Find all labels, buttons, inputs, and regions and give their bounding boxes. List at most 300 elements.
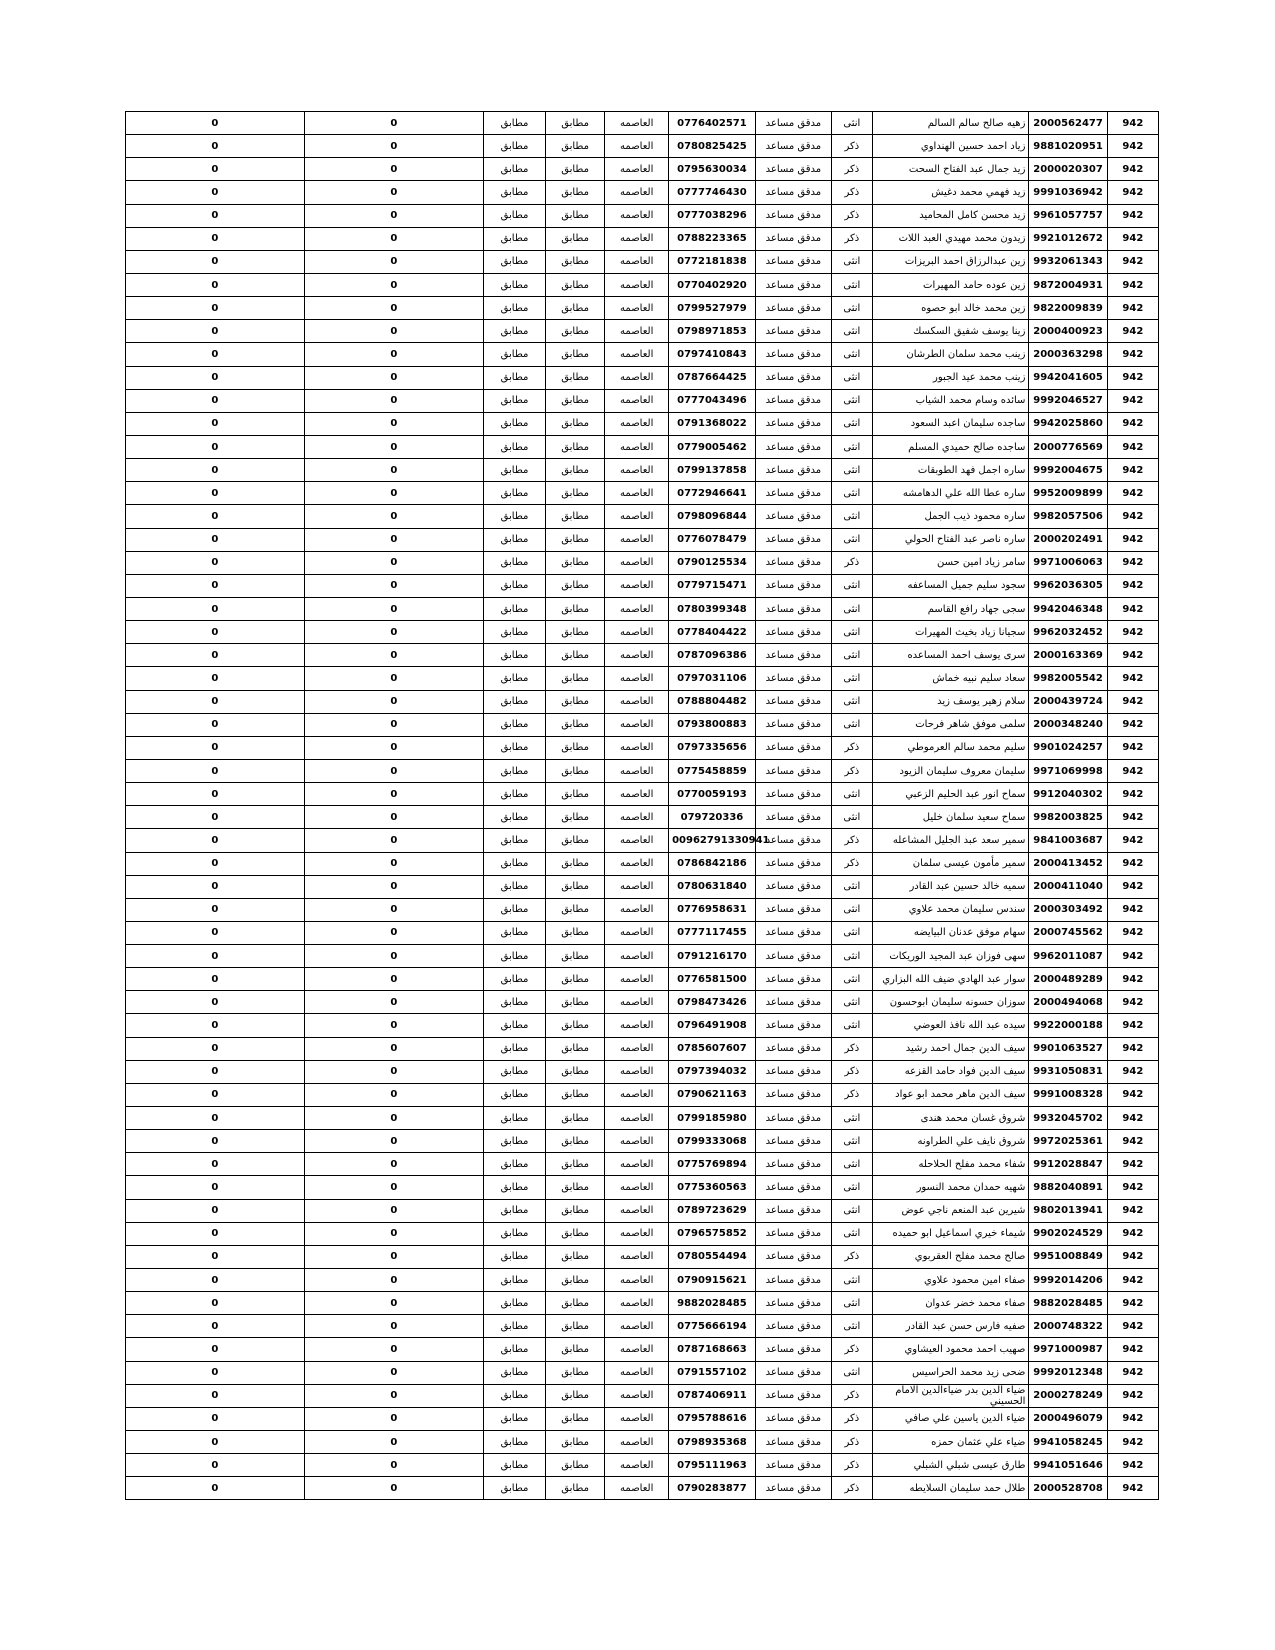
- gender-cell: انثى: [832, 389, 873, 412]
- gender-cell: انثى: [832, 1153, 873, 1176]
- gender-cell: انثى: [832, 667, 873, 690]
- gender-cell: انثى: [832, 968, 873, 991]
- name-cell: سندس سليمان محمد علاوي: [872, 898, 1029, 921]
- value-cell-1: 0: [126, 135, 305, 158]
- region-cell: العاصمه: [605, 968, 669, 991]
- name-cell: زين عوده حامد المهيرات: [872, 273, 1029, 296]
- name-cell: شيرين عبد المنعم ناجي عوض: [872, 1199, 1029, 1222]
- code-cell: 942: [1107, 135, 1158, 158]
- national-id-cell: 9941058245: [1029, 1431, 1107, 1454]
- value-cell-1: 0: [126, 1130, 305, 1153]
- region-cell: العاصمه: [605, 320, 669, 343]
- phone-cell: 0795111963: [669, 1454, 756, 1477]
- value-cell-2: 0: [304, 1199, 484, 1222]
- phone-cell: 0798971853: [669, 320, 756, 343]
- phone-cell: 0799185980: [669, 1107, 756, 1130]
- phone-cell: 0778404422: [669, 621, 756, 644]
- phone-cell: 0780631840: [669, 875, 756, 898]
- code-cell: 942: [1107, 1130, 1158, 1153]
- phone-cell: 0797410843: [669, 343, 756, 366]
- match-status-cell-2: مطابق: [545, 783, 605, 806]
- match-status-cell-2: مطابق: [545, 227, 605, 250]
- table-row: [126, 1199, 1159, 1222]
- region-cell: العاصمه: [605, 1477, 669, 1500]
- national-id-cell: 9962032452: [1029, 621, 1107, 644]
- value-cell-1: 0: [126, 1315, 305, 1338]
- job-title-cell: مدقق مساعد: [755, 1130, 831, 1153]
- region-cell: العاصمه: [605, 1338, 669, 1361]
- value-cell-2: 0: [304, 1130, 484, 1153]
- match-status-cell-1: مطابق: [484, 574, 546, 597]
- job-title-cell: مدقق مساعد: [755, 1315, 831, 1338]
- job-title-cell: مدقق مساعد: [755, 713, 831, 736]
- match-status-cell-1: مطابق: [484, 112, 546, 135]
- value-cell-1: 0: [126, 852, 305, 875]
- job-title-cell: مدقق مساعد: [755, 227, 831, 250]
- job-title-cell: مدقق مساعد: [755, 435, 831, 458]
- phone-cell: 0795788616: [669, 1407, 756, 1430]
- region-cell: العاصمه: [605, 297, 669, 320]
- national-id-cell: 2000163369: [1029, 644, 1107, 667]
- match-status-cell-1: مطابق: [484, 1407, 546, 1430]
- value-cell-1: 0: [126, 991, 305, 1014]
- phone-cell: 0777038296: [669, 204, 756, 227]
- match-status-cell-2: مطابق: [545, 389, 605, 412]
- code-cell: 942: [1107, 898, 1158, 921]
- national-id-cell: 9972025361: [1029, 1130, 1107, 1153]
- match-status-cell-2: مطابق: [545, 204, 605, 227]
- region-cell: العاصمه: [605, 389, 669, 412]
- phone-cell: 0772181838: [669, 250, 756, 273]
- gender-cell: انثى: [832, 690, 873, 713]
- table-row: [126, 736, 1159, 759]
- value-cell-2: 0: [304, 158, 484, 181]
- value-cell-2: 0: [304, 412, 484, 435]
- national-id-cell: 2000562477: [1029, 112, 1107, 135]
- national-id-cell: 2000413452: [1029, 852, 1107, 875]
- job-title-cell: مدقق مساعد: [755, 112, 831, 135]
- value-cell-2: 0: [304, 1176, 484, 1199]
- code-cell: 942: [1107, 667, 1158, 690]
- value-cell-2: 0: [304, 297, 484, 320]
- phone-cell: 0798473426: [669, 991, 756, 1014]
- match-status-cell-1: مطابق: [484, 158, 546, 181]
- value-cell-2: 0: [304, 1431, 484, 1454]
- national-id-cell: 9991008328: [1029, 1083, 1107, 1106]
- code-cell: 942: [1107, 158, 1158, 181]
- value-cell-2: 0: [304, 921, 484, 944]
- match-status-cell-2: مطابق: [545, 1060, 605, 1083]
- match-status-cell-2: مطابق: [545, 320, 605, 343]
- job-title-cell: مدقق مساعد: [755, 343, 831, 366]
- value-cell-2: 0: [304, 389, 484, 412]
- table-row: [126, 181, 1159, 204]
- name-cell: طارق عيسى شبلي الشبلي: [872, 1454, 1029, 1477]
- job-title-cell: مدقق مساعد: [755, 1245, 831, 1268]
- match-status-cell-1: مطابق: [484, 921, 546, 944]
- job-title-cell: مدقق مساعد: [755, 1384, 831, 1407]
- value-cell-1: 0: [126, 1199, 305, 1222]
- match-status-cell-2: مطابق: [545, 112, 605, 135]
- gender-cell: ذكر: [832, 1338, 873, 1361]
- phone-cell: 0777117455: [669, 921, 756, 944]
- match-status-cell-2: مطابق: [545, 1222, 605, 1245]
- match-status-cell-1: مطابق: [484, 597, 546, 620]
- value-cell-2: 0: [304, 459, 484, 482]
- region-cell: العاصمه: [605, 1407, 669, 1430]
- match-status-cell-2: مطابق: [545, 1477, 605, 1500]
- job-title-cell: مدقق مساعد: [755, 1060, 831, 1083]
- phone-cell: 0790621163: [669, 1083, 756, 1106]
- phone-cell: 0799527979: [669, 297, 756, 320]
- name-cell: سيف الدين فواد حامد القزعه: [872, 1060, 1029, 1083]
- name-cell: سجود سليم جميل المساعفه: [872, 574, 1029, 597]
- job-title-cell: مدقق مساعد: [755, 644, 831, 667]
- match-status-cell-1: مطابق: [484, 1477, 546, 1500]
- code-cell: 942: [1107, 1060, 1158, 1083]
- value-cell-2: 0: [304, 1269, 484, 1292]
- name-cell: ساجده سليمان اعبد السعود: [872, 412, 1029, 435]
- phone-cell: 0799137858: [669, 459, 756, 482]
- match-status-cell-1: مطابق: [484, 1454, 546, 1477]
- national-id-cell: 2000496079: [1029, 1407, 1107, 1430]
- name-cell: سماح انور عبد الحليم الزعبي: [872, 783, 1029, 806]
- name-cell: زهيه صالح سالم السالم: [872, 112, 1029, 135]
- phone-cell: 0796491908: [669, 1014, 756, 1037]
- phone-cell: 0787096386: [669, 644, 756, 667]
- gender-cell: ذكر: [832, 227, 873, 250]
- table-row: [126, 1315, 1159, 1338]
- national-id-cell: 9962036305: [1029, 574, 1107, 597]
- match-status-cell-1: مطابق: [484, 898, 546, 921]
- table-row: [126, 389, 1159, 412]
- code-cell: 942: [1107, 1176, 1158, 1199]
- code-cell: 942: [1107, 1361, 1158, 1384]
- phone-cell: 0791368022: [669, 412, 756, 435]
- national-id-cell: 2000745562: [1029, 921, 1107, 944]
- code-cell: 942: [1107, 736, 1158, 759]
- value-cell-1: 0: [126, 621, 305, 644]
- table-row: [126, 806, 1159, 829]
- table-row: [126, 968, 1159, 991]
- value-cell-2: 0: [304, 343, 484, 366]
- code-cell: 942: [1107, 713, 1158, 736]
- phone-cell: 0780825425: [669, 135, 756, 158]
- match-status-cell-2: مطابق: [545, 1361, 605, 1384]
- gender-cell: انثى: [832, 1199, 873, 1222]
- table-row: [126, 1037, 1159, 1060]
- value-cell-2: 0: [304, 713, 484, 736]
- gender-cell: انثى: [832, 273, 873, 296]
- code-cell: 942: [1107, 945, 1158, 968]
- gender-cell: ذكر: [832, 1037, 873, 1060]
- value-cell-2: 0: [304, 783, 484, 806]
- gender-cell: انثى: [832, 713, 873, 736]
- phone-cell: 0797394032: [669, 1060, 756, 1083]
- region-cell: العاصمه: [605, 1130, 669, 1153]
- job-title-cell: مدقق مساعد: [755, 945, 831, 968]
- name-cell: سيف الدين جمال احمد رشيد: [872, 1037, 1029, 1060]
- table-row: [126, 667, 1159, 690]
- code-cell: 942: [1107, 1107, 1158, 1130]
- table-body: [126, 112, 1159, 1500]
- match-status-cell-1: مطابق: [484, 435, 546, 458]
- value-cell-2: 0: [304, 435, 484, 458]
- match-status-cell-2: مطابق: [545, 875, 605, 898]
- job-title-cell: مدقق مساعد: [755, 968, 831, 991]
- value-cell-2: 0: [304, 1454, 484, 1477]
- table-row: [126, 1014, 1159, 1037]
- match-status-cell-2: مطابق: [545, 135, 605, 158]
- table-row: [126, 412, 1159, 435]
- name-cell: سمير سعد عبد الجليل المشاعله: [872, 829, 1029, 852]
- code-cell: 942: [1107, 112, 1158, 135]
- job-title-cell: مدقق مساعد: [755, 482, 831, 505]
- national-id-cell: 9932061343: [1029, 250, 1107, 273]
- table-row: [126, 1245, 1159, 1268]
- gender-cell: انثى: [832, 1130, 873, 1153]
- phone-cell: 0775458859: [669, 759, 756, 782]
- name-cell: سعاد سليم نبيه خماش: [872, 667, 1029, 690]
- code-cell: 942: [1107, 852, 1158, 875]
- value-cell-2: 0: [304, 1037, 484, 1060]
- value-cell-1: 0: [126, 806, 305, 829]
- name-cell: زياد احمد حسين الهنداوي: [872, 135, 1029, 158]
- value-cell-1: 0: [126, 1153, 305, 1176]
- match-status-cell-1: مطابق: [484, 690, 546, 713]
- code-cell: 942: [1107, 1477, 1158, 1500]
- match-status-cell-1: مطابق: [484, 1060, 546, 1083]
- match-status-cell-2: مطابق: [545, 736, 605, 759]
- gender-cell: ذكر: [832, 852, 873, 875]
- phone-cell: 0797031106: [669, 667, 756, 690]
- job-title-cell: مدقق مساعد: [755, 1107, 831, 1130]
- national-id-cell: 9921012672: [1029, 227, 1107, 250]
- gender-cell: انثى: [832, 250, 873, 273]
- name-cell: شيماء خيري اسماعيل ابو حميده: [872, 1222, 1029, 1245]
- code-cell: 942: [1107, 1384, 1158, 1407]
- region-cell: العاصمه: [605, 667, 669, 690]
- national-id-cell: 2000020307: [1029, 158, 1107, 181]
- value-cell-1: 0: [126, 528, 305, 551]
- job-title-cell: مدقق مساعد: [755, 158, 831, 181]
- phone-cell: 0791216170: [669, 945, 756, 968]
- value-cell-1: 0: [126, 574, 305, 597]
- code-cell: 942: [1107, 412, 1158, 435]
- code-cell: 942: [1107, 690, 1158, 713]
- table-row: [126, 1361, 1159, 1384]
- value-cell-1: 0: [126, 1176, 305, 1199]
- job-title-cell: مدقق مساعد: [755, 921, 831, 944]
- table-row: [126, 991, 1159, 1014]
- match-status-cell-1: مطابق: [484, 713, 546, 736]
- national-id-cell: 2000363298: [1029, 343, 1107, 366]
- match-status-cell-2: مطابق: [545, 343, 605, 366]
- name-cell: صالح محمد مفلح العقربوي: [872, 1245, 1029, 1268]
- region-cell: العاصمه: [605, 250, 669, 273]
- match-status-cell-1: مطابق: [484, 320, 546, 343]
- code-cell: 942: [1107, 1454, 1158, 1477]
- gender-cell: انثى: [832, 112, 873, 135]
- value-cell-1: 0: [126, 389, 305, 412]
- match-status-cell-1: مطابق: [484, 343, 546, 366]
- match-status-cell-2: مطابق: [545, 1199, 605, 1222]
- value-cell-1: 0: [126, 343, 305, 366]
- region-cell: العاصمه: [605, 505, 669, 528]
- match-status-cell-1: مطابق: [484, 945, 546, 968]
- value-cell-1: 0: [126, 1407, 305, 1430]
- match-status-cell-2: مطابق: [545, 505, 605, 528]
- match-status-cell-1: مطابق: [484, 667, 546, 690]
- match-status-cell-2: مطابق: [545, 667, 605, 690]
- value-cell-2: 0: [304, 181, 484, 204]
- region-cell: العاصمه: [605, 135, 669, 158]
- gender-cell: انثى: [832, 644, 873, 667]
- phone-cell: 0793800883: [669, 713, 756, 736]
- table-row: [126, 135, 1159, 158]
- name-cell: سيف الدين ماهر محمد ابو عواد: [872, 1083, 1029, 1106]
- job-title-cell: مدقق مساعد: [755, 621, 831, 644]
- name-cell: سوزان حسونه سليمان ابوحسون: [872, 991, 1029, 1014]
- national-id-cell: 9971069998: [1029, 759, 1107, 782]
- match-status-cell-2: مطابق: [545, 991, 605, 1014]
- national-id-cell: 2000776569: [1029, 435, 1107, 458]
- national-id-cell: 2000489289: [1029, 968, 1107, 991]
- value-cell-1: 0: [126, 1245, 305, 1268]
- value-cell-2: 0: [304, 968, 484, 991]
- value-cell-2: 0: [304, 806, 484, 829]
- gender-cell: ذكر: [832, 1384, 873, 1407]
- code-cell: 942: [1107, 921, 1158, 944]
- phone-cell: 0798935368: [669, 1431, 756, 1454]
- match-status-cell-1: مطابق: [484, 528, 546, 551]
- value-cell-1: 0: [126, 505, 305, 528]
- match-status-cell-2: مطابق: [545, 945, 605, 968]
- table-row: [126, 898, 1159, 921]
- value-cell-2: 0: [304, 875, 484, 898]
- national-id-cell: 9971006063: [1029, 551, 1107, 574]
- code-cell: 942: [1107, 1153, 1158, 1176]
- table-row: [126, 250, 1159, 273]
- gender-cell: انثى: [832, 482, 873, 505]
- national-id-cell: 9901063527: [1029, 1037, 1107, 1060]
- value-cell-2: 0: [304, 551, 484, 574]
- job-title-cell: مدقق مساعد: [755, 273, 831, 296]
- table-row: [126, 945, 1159, 968]
- gender-cell: ذكر: [832, 736, 873, 759]
- name-cell: شهيه حمدان محمد النسور: [872, 1176, 1029, 1199]
- phone-cell: 0786842186: [669, 852, 756, 875]
- table-row: [126, 1384, 1159, 1407]
- match-status-cell-1: مطابق: [484, 459, 546, 482]
- name-cell: زيد جمال عبد الفتاح السحت: [872, 158, 1029, 181]
- gender-cell: ذكر: [832, 181, 873, 204]
- name-cell: ضياء علي عثمان حمزه: [872, 1431, 1029, 1454]
- match-status-cell-1: مطابق: [484, 1361, 546, 1384]
- job-title-cell: مدقق مساعد: [755, 1292, 831, 1315]
- value-cell-2: 0: [304, 1014, 484, 1037]
- gender-cell: ذكر: [832, 759, 873, 782]
- job-title-cell: مدقق مساعد: [755, 1083, 831, 1106]
- region-cell: العاصمه: [605, 806, 669, 829]
- match-status-cell-2: مطابق: [545, 621, 605, 644]
- match-status-cell-1: مطابق: [484, 736, 546, 759]
- match-status-cell-2: مطابق: [545, 713, 605, 736]
- national-id-cell: 9982003825: [1029, 806, 1107, 829]
- value-cell-2: 0: [304, 736, 484, 759]
- name-cell: ساره عطا الله علي الدهامشه: [872, 482, 1029, 505]
- name-cell: سرى يوسف احمد المساعده: [872, 644, 1029, 667]
- value-cell-2: 0: [304, 1361, 484, 1384]
- table-row: [126, 343, 1159, 366]
- gender-cell: انثى: [832, 297, 873, 320]
- region-cell: العاصمه: [605, 204, 669, 227]
- gender-cell: انثى: [832, 459, 873, 482]
- match-status-cell-2: مطابق: [545, 250, 605, 273]
- region-cell: العاصمه: [605, 366, 669, 389]
- job-title-cell: مدقق مساعد: [755, 759, 831, 782]
- national-id-cell: 9942046348: [1029, 597, 1107, 620]
- region-cell: العاصمه: [605, 482, 669, 505]
- name-cell: ضحى زيد محمد الحراسيس: [872, 1361, 1029, 1384]
- value-cell-1: 0: [126, 1431, 305, 1454]
- phone-cell: 0775666194: [669, 1315, 756, 1338]
- name-cell: سمير مأمون عيسى سلمان: [872, 852, 1029, 875]
- table-row: [126, 320, 1159, 343]
- job-title-cell: مدقق مساعد: [755, 1153, 831, 1176]
- region-cell: العاصمه: [605, 690, 669, 713]
- match-status-cell-1: مطابق: [484, 1315, 546, 1338]
- match-status-cell-2: مطابق: [545, 829, 605, 852]
- phone-cell: 0770402920: [669, 273, 756, 296]
- table-row: [126, 1477, 1159, 1500]
- value-cell-1: 0: [126, 597, 305, 620]
- national-id-cell: 9992012348: [1029, 1361, 1107, 1384]
- value-cell-2: 0: [304, 1477, 484, 1500]
- code-cell: 942: [1107, 482, 1158, 505]
- gender-cell: انثى: [832, 945, 873, 968]
- match-status-cell-2: مطابق: [545, 574, 605, 597]
- table-row: [126, 1292, 1159, 1315]
- gender-cell: ذكر: [832, 829, 873, 852]
- national-id-cell: 2000202491: [1029, 528, 1107, 551]
- data-table: [125, 111, 1159, 1500]
- name-cell: صفاء امين محمود علاوي: [872, 1269, 1029, 1292]
- table-row: [126, 112, 1159, 135]
- value-cell-2: 0: [304, 945, 484, 968]
- code-cell: 942: [1107, 389, 1158, 412]
- table-row: [126, 829, 1159, 852]
- region-cell: العاصمه: [605, 1199, 669, 1222]
- value-cell-1: 0: [126, 1014, 305, 1037]
- value-cell-1: 0: [126, 435, 305, 458]
- region-cell: العاصمه: [605, 713, 669, 736]
- value-cell-1: 0: [126, 759, 305, 782]
- gender-cell: ذكر: [832, 1407, 873, 1430]
- name-cell: زيدون محمد مهيدي العبد اللات: [872, 227, 1029, 250]
- region-cell: العاصمه: [605, 1361, 669, 1384]
- gender-cell: ذكر: [832, 1245, 873, 1268]
- value-cell-1: 0: [126, 459, 305, 482]
- match-status-cell-2: مطابق: [545, 690, 605, 713]
- national-id-cell: 9882028485: [1029, 1292, 1107, 1315]
- gender-cell: انثى: [832, 320, 873, 343]
- gender-cell: انثى: [832, 1014, 873, 1037]
- national-id-cell: 9971000987: [1029, 1338, 1107, 1361]
- code-cell: 942: [1107, 528, 1158, 551]
- value-cell-2: 0: [304, 829, 484, 852]
- value-cell-2: 0: [304, 250, 484, 273]
